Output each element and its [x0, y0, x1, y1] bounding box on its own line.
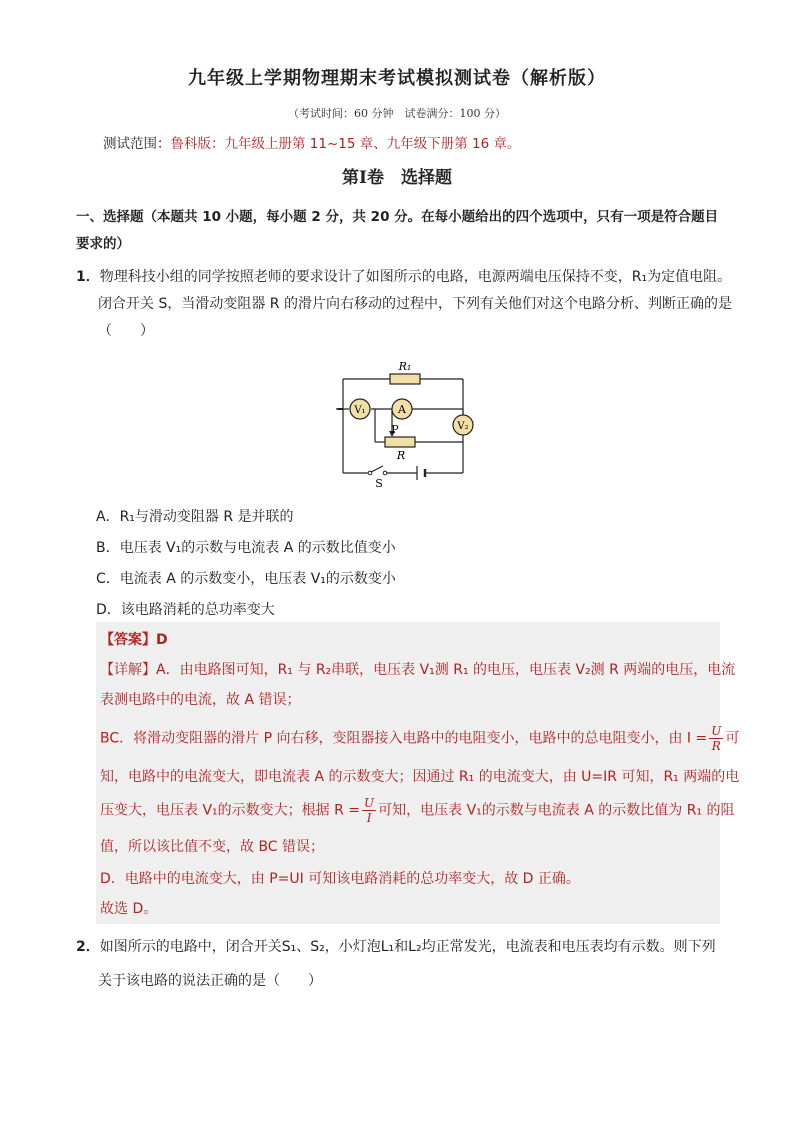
label-s: S — [375, 477, 383, 489]
question-2-line-1 — [76, 934, 736, 961]
question-number: 1． — [76, 269, 100, 285]
question-1-text-1: 物理科技小组的同学按照老师的要求设计了如图所示的电路，电源两端电压保持不变，R₁为定值电阻。 — [99, 269, 732, 285]
test-scope — [103, 132, 521, 152]
question-1-line-2: 闭合开关 S，当滑动变阻器 R 的滑片向右移动的过程中，下列有关他们对这个电路分析、判断正确的是 — [98, 296, 732, 312]
fraction-u-over-r — [709, 724, 723, 753]
detail-line-3-tail: 可 — [725, 730, 740, 747]
detail-line-4: 知，电路中的电流变大，即电流表 A 的示数变大；因通过 R₁ 的电流变大，由 U=IR 可知，R₁ 两端的电 — [100, 769, 740, 785]
fraction-numerator: U — [711, 724, 722, 738]
circuit-diagram — [335, 357, 475, 489]
option-c: C．电流表 A 的示数变小，电压表 V₁的示数变小 — [96, 571, 396, 587]
label-a: A — [398, 403, 406, 416]
part-title: 第Ⅰ卷 选择题 — [342, 168, 452, 188]
detail-line-2: 表测电路中的电流，故 A 错误； — [100, 692, 301, 708]
scope-label: 测试范围： — [103, 136, 171, 152]
question-1-line-3: （ ） — [98, 323, 154, 339]
option-a: A．R₁与滑动变阻器 R 是并联的 — [96, 509, 294, 525]
detail-line-1: 【详解】A．由电路图可知，R₁ 与 R₂串联，电压表 V₁测 R₁ 的电压，电压表 V₂测 R 两端的电压，电流 — [100, 662, 736, 678]
section-heading — [76, 204, 726, 258]
option-b: B．电压表 V₁的示数与电流表 A 的示数比值变小 — [96, 540, 396, 556]
detail-line-5 — [100, 796, 734, 825]
detail-line-5-tail: 可知，电压表 V₁的示数与电流表 A 的示数比值为 R₁ 的阻 — [378, 802, 735, 819]
detail-line-3 — [100, 724, 739, 753]
rheostat-r — [385, 437, 415, 447]
resistor-r1 — [390, 374, 420, 384]
fraction-denominator: I — [366, 811, 372, 825]
detail-line-8: 故选 D。 — [100, 901, 158, 917]
question-1 — [76, 264, 736, 345]
label-v2: V₂ — [457, 421, 469, 432]
switch-s — [371, 466, 383, 472]
fraction-u-over-i — [362, 796, 376, 825]
scope-value: 鲁科版：九年级上册第 11~15 章、九年级下册第 16 章。 — [170, 136, 521, 152]
question-2 — [76, 934, 736, 995]
label-r: R — [396, 449, 406, 462]
switch-contact-right — [383, 471, 387, 475]
question-number: 2． — [76, 939, 100, 955]
exam-info: （考试时间：60 分钟 试卷满分：100 分） — [288, 107, 506, 120]
fraction-numerator: U — [364, 796, 375, 810]
page-title: 九年级上学期物理期末考试模拟测试卷（解析版） — [188, 68, 606, 89]
fraction-denominator: R — [711, 739, 721, 753]
question-2-text-1: 如图所示的电路中，闭合开关S₁、S₂，小灯泡L₁和L₂均正常发光，电流表和电压表均有示数。则下列 — [99, 939, 716, 955]
section-line-1: 一、选择题（本题共 10 小题，每小题 2 分，共 20 分。在每小题给出的四个选项中，只有一项是符合题目 — [76, 209, 719, 225]
detail-line-6: 值，所以该比值不变，故 BC 错误； — [100, 839, 325, 855]
answer-line — [100, 627, 168, 653]
label-p: P — [391, 423, 399, 436]
label-v1: V₁ — [354, 405, 366, 416]
question-1-line-1 — [76, 264, 736, 291]
detail-line-5-text: 压变大，电压表 V₁的示数变大；根据 R = — [100, 802, 360, 819]
section-line-2: 要求的） — [76, 236, 130, 252]
answer-text: 【答案】D — [100, 632, 168, 648]
label-r1: R₁ — [398, 360, 412, 373]
option-d: D．该电路消耗的总功率变大 — [96, 602, 275, 618]
detail-line-3-text: BC．将滑动变阻器的滑片 P 向右移，变阻器接入电路中的电阻变小，电路中的总电阻变小，由 I = — [100, 730, 708, 747]
detail-line-7: D．电路中的电流变大，由 P=UI 可知该电路消耗的总功率变大，故 D 正确。 — [100, 871, 580, 887]
question-2-line-2: 关于该电路的说法正确的是（ ） — [98, 973, 322, 989]
